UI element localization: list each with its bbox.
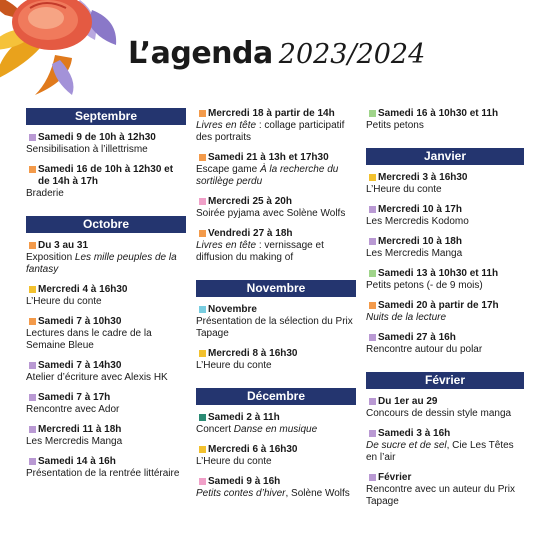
event-description (366, 408, 524, 420)
agenda-event (196, 476, 356, 500)
event-date (366, 108, 524, 120)
event-description (196, 208, 356, 220)
event-description (196, 164, 356, 188)
category-square-icon (199, 446, 206, 453)
agenda-event (26, 456, 186, 480)
event-description (196, 240, 356, 264)
agenda-event (366, 204, 524, 228)
event-date-text: Samedi 21 à 13h et 17h30 (208, 152, 329, 163)
event-description (366, 484, 524, 508)
event-description (26, 144, 186, 156)
category-square-icon (199, 478, 206, 485)
event-date-text: Mercredi 11 à 18h (38, 424, 122, 435)
category-square-icon (199, 110, 206, 117)
agenda-event (366, 108, 524, 132)
event-description (196, 316, 356, 340)
event-date (366, 236, 524, 248)
event-date-text: Mercredi 18 à partir de 14h (208, 108, 335, 119)
event-description (366, 280, 524, 292)
event-date-text: Mercredi 25 à 20h (208, 196, 292, 207)
event-date-text: Samedi 14 à 16h (38, 456, 116, 467)
event-date-text: Mercredi 6 à 16h30 (208, 444, 298, 455)
event-date (196, 304, 356, 316)
agenda-event (196, 228, 356, 264)
event-description-part: À la recherche du sortilège perdu (196, 164, 339, 187)
flower-illustration (0, 0, 125, 95)
agenda-event (366, 268, 524, 292)
event-description-part: Présentation de la rentrée littéraire (26, 468, 180, 479)
event-date-text: Samedi 27 à 16h (378, 332, 456, 343)
agenda-event (366, 472, 524, 508)
event-description-part: L’Heure du conte (196, 456, 272, 467)
event-date-text: Novembre (208, 304, 257, 315)
category-square-icon (369, 174, 376, 181)
event-description-part: L’Heure du conte (26, 296, 102, 307)
event-date-text: Samedi 3 à 16h (378, 428, 451, 439)
title-year: 2023/2024 (278, 39, 426, 70)
agenda-event (196, 108, 356, 144)
event-description-part: Escape game (196, 164, 260, 175)
agenda-event (196, 412, 356, 436)
event-date (26, 132, 186, 144)
agenda-event (366, 428, 524, 464)
column-1 (26, 108, 186, 496)
event-description (196, 456, 356, 468)
category-square-icon (369, 474, 376, 481)
category-square-icon (29, 134, 36, 141)
agenda-event (366, 332, 524, 356)
event-date (366, 172, 524, 184)
event-date (196, 476, 356, 488)
month-header: Octobre (26, 216, 186, 233)
event-description (26, 468, 186, 480)
event-date-text: Samedi 9 à 16h (208, 476, 281, 487)
event-description-part: Les Mercredis Manga (26, 436, 123, 447)
event-description (366, 120, 524, 132)
event-description-part: Les Mercredis Kodomo (366, 216, 469, 227)
event-description-part: , Cie Les Têtes en l’air (366, 440, 514, 463)
title-main: L’agenda (128, 36, 273, 71)
category-square-icon (369, 302, 376, 309)
event-date (26, 284, 186, 296)
category-square-icon (29, 166, 36, 173)
event-date (366, 428, 524, 440)
event-description (366, 216, 524, 228)
event-date (196, 348, 356, 360)
event-date-text: Samedi 16 de 10h à 12h30 et de 14h à 17h (38, 164, 174, 187)
category-square-icon (29, 286, 36, 293)
event-date-text: Samedi 7 à 10h30 (38, 316, 122, 327)
event-description-part: Danse en musique (233, 424, 318, 435)
event-date (196, 412, 356, 424)
event-description (366, 248, 524, 260)
event-date-text: Mercredi 3 à 16h30 (378, 172, 468, 183)
category-square-icon (199, 414, 206, 421)
event-description-part: : vernissage et diffusion du making of (196, 240, 324, 263)
event-date (196, 152, 356, 164)
event-description-part: Exposition (26, 252, 75, 263)
agenda-event (26, 392, 186, 416)
page-title (128, 36, 425, 71)
agenda-event (366, 236, 524, 260)
event-description-part: Petits petons (366, 120, 424, 131)
category-square-icon (29, 362, 36, 369)
event-description-part: Rencontre avec Ador (26, 404, 120, 415)
event-date-text: Du 1er au 29 (378, 396, 438, 407)
event-date (366, 332, 524, 344)
month-header: Décembre (196, 388, 356, 405)
event-date (366, 472, 524, 484)
event-date (196, 228, 356, 240)
column-2 (196, 108, 356, 516)
event-date (26, 316, 186, 328)
agenda-event (26, 240, 186, 276)
event-date-text: Février (378, 472, 412, 483)
agenda-event (366, 300, 524, 324)
event-description-part: Livres en tête (196, 120, 257, 131)
agenda-event (196, 348, 356, 372)
category-square-icon (369, 430, 376, 437)
event-description-part: Lectures dans le cadre de la Semaine Bleue (26, 328, 152, 351)
event-description-part: Braderie (26, 188, 64, 199)
category-square-icon (369, 206, 376, 213)
event-description-part: Petits petons (- de 9 mois) (366, 280, 483, 291)
event-description-part: Les Mercredis Manga (366, 248, 463, 259)
agenda-event (26, 164, 186, 200)
agenda-event (26, 360, 186, 384)
event-date (26, 240, 186, 252)
event-date-text: Samedi 7 à 17h (38, 392, 111, 403)
event-description (196, 488, 356, 500)
event-date (26, 360, 186, 372)
category-square-icon (369, 270, 376, 277)
event-date (366, 396, 524, 408)
event-date-text: Samedi 7 à 14h30 (38, 360, 122, 371)
event-description-part: Les mille peuples de la fantasy (26, 252, 177, 275)
event-description (196, 120, 356, 144)
event-date (366, 204, 524, 216)
event-description-part: : collage participatif des portraits (196, 120, 345, 143)
event-date-text: Samedi 9 de 10h à 12h30 (38, 132, 156, 143)
month-header: Janvier (366, 148, 524, 165)
month-header: Février (366, 372, 524, 389)
event-description (196, 424, 356, 436)
agenda-event (196, 152, 356, 188)
event-description-part: Présentation de la sélection du Prix Tapage (196, 316, 353, 339)
event-date (196, 196, 356, 208)
category-square-icon (29, 318, 36, 325)
event-date-text: Samedi 20 à partir de 17h (378, 300, 499, 311)
agenda-event (196, 444, 356, 468)
category-square-icon (29, 242, 36, 249)
event-description-part: Concours de dessin style manga (366, 408, 512, 419)
event-description (26, 188, 186, 200)
event-date (26, 456, 186, 468)
event-date-text: Mercredi 8 à 16h30 (208, 348, 298, 359)
agenda-event (196, 304, 356, 340)
category-square-icon (29, 426, 36, 433)
event-description-part: Atelier d’écriture avec Alexis HK (26, 372, 168, 383)
event-description-part: Nuits de la lecture (366, 312, 447, 323)
category-square-icon (369, 110, 376, 117)
event-date-text: Samedi 16 à 10h30 et 11h (378, 108, 499, 119)
category-square-icon (369, 334, 376, 341)
event-description-part: Sensibilisation à l’illettrisme (26, 144, 148, 155)
agenda-event (366, 396, 524, 420)
agenda-event (26, 132, 186, 156)
event-date (26, 424, 186, 436)
event-description-part: Soirée pyjama avec Solène Wolfs (196, 208, 346, 219)
event-description (26, 372, 186, 384)
event-date-text: Du 3 au 31 (38, 240, 89, 251)
category-square-icon (369, 398, 376, 405)
event-description-part: Petits contes d’hiver (196, 488, 286, 499)
event-description (26, 436, 186, 448)
event-date-text: Mercredi 10 à 18h (378, 236, 462, 247)
event-description-part: Concert (196, 424, 234, 435)
event-description (366, 312, 524, 324)
agenda-event (26, 316, 186, 352)
event-date (196, 108, 356, 120)
event-date-text: Mercredi 10 à 17h (378, 204, 462, 215)
event-description (196, 360, 356, 372)
event-description-part: De sucre et de sel (366, 440, 447, 451)
event-description (366, 440, 524, 464)
event-description (26, 404, 186, 416)
event-description-part: Rencontre avec un auteur du Prix Tapage (366, 484, 515, 507)
agenda-event (26, 424, 186, 448)
category-square-icon (369, 238, 376, 245)
event-description (26, 328, 186, 352)
event-description (366, 344, 524, 356)
event-date (26, 164, 186, 188)
event-date (196, 444, 356, 456)
category-square-icon (199, 306, 206, 313)
category-square-icon (199, 198, 206, 205)
agenda-event (196, 196, 356, 220)
event-date-text: Samedi 13 à 10h30 et 11h (378, 268, 499, 279)
event-description (26, 296, 186, 308)
event-description-part: L’Heure du conte (196, 360, 272, 371)
column-3 (366, 108, 524, 524)
event-date (366, 300, 524, 312)
event-description-part: Rencontre autour du polar (366, 344, 483, 355)
event-date-text: Samedi 2 à 11h (208, 412, 280, 423)
category-square-icon (199, 154, 206, 161)
agenda-event (366, 172, 524, 196)
category-square-icon (29, 394, 36, 401)
event-date-text: Mercredi 4 à 16h30 (38, 284, 128, 295)
event-description-part: Livres en tête (196, 240, 257, 251)
category-square-icon (199, 350, 206, 357)
agenda-event (26, 284, 186, 308)
category-square-icon (199, 230, 206, 237)
event-description-part: , Solène Wolfs (285, 488, 350, 499)
event-description (26, 252, 186, 276)
event-date (366, 268, 524, 280)
event-description (366, 184, 524, 196)
category-square-icon (29, 458, 36, 465)
event-date-text: Vendredi 27 à 18h (208, 228, 293, 239)
event-description-part: L’Heure du conte (366, 184, 442, 195)
month-header: Novembre (196, 280, 356, 297)
event-date (26, 392, 186, 404)
month-header: Septembre (26, 108, 186, 125)
